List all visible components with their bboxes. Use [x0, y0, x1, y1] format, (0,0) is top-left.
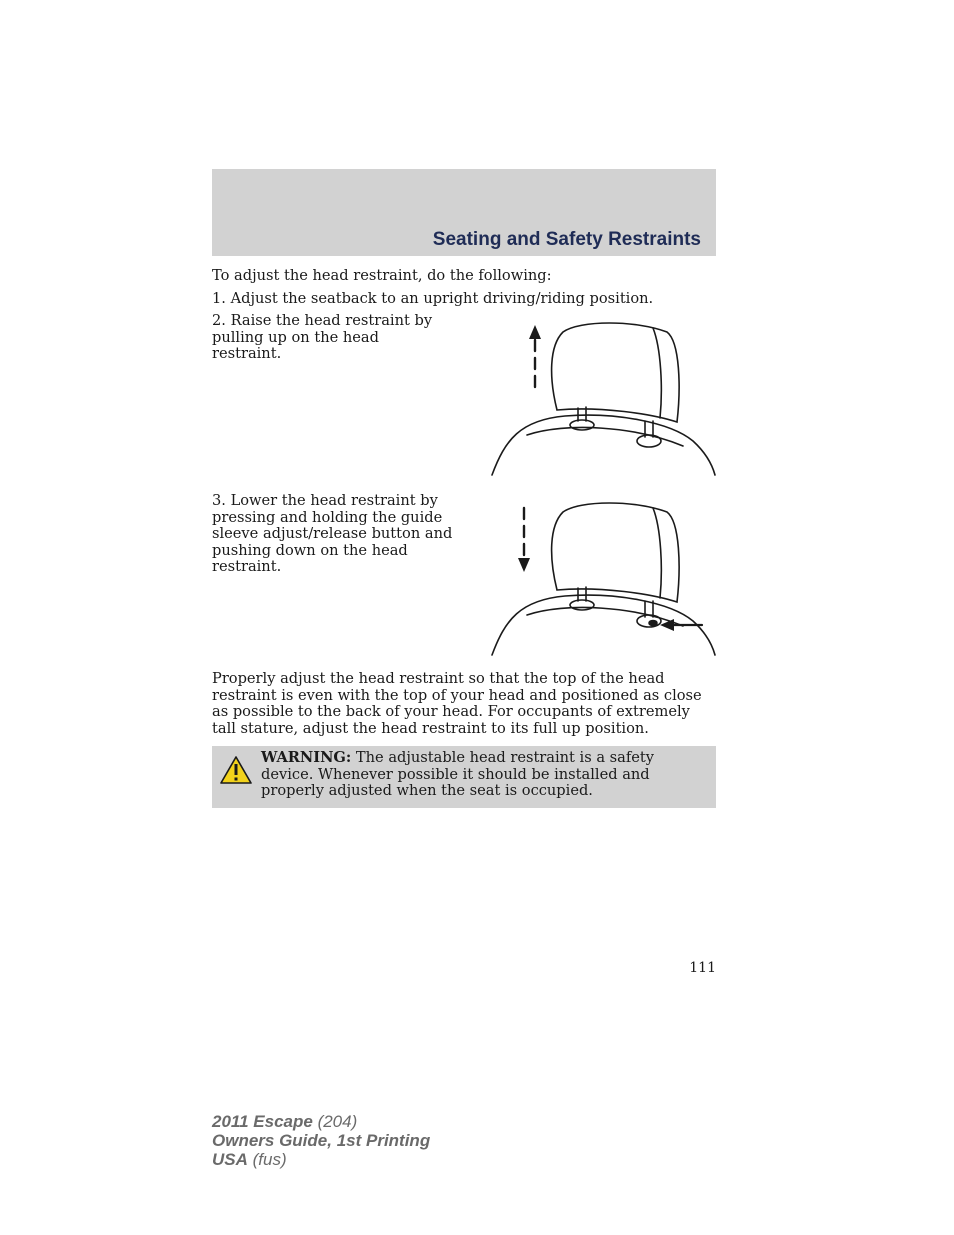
- section-title: Seating and Safety Restraints: [432, 229, 701, 250]
- footer: [212, 1112, 430, 1169]
- raise-head-restraint-illustration: [485, 318, 720, 480]
- step-3-text: 3. Lower the head restraint by pressing and holding the guide sleeve adjust/release button and pushing down on the head restraint.: [212, 492, 453, 576]
- footer-guide-edition: Owners Guide, 1st Printing: [212, 1131, 431, 1150]
- warning-text: The adjustable head restraint is a safety device. Whenever possible it should be installed and properly adjusted when the seat is occupied.: [261, 749, 655, 800]
- lower-head-restraint-illustration: [485, 498, 720, 660]
- warning-triangle-icon: [219, 755, 253, 785]
- step-1-text: 1. Adjust the seatback to an upright driving/riding position.: [212, 290, 654, 307]
- footer-line-2: [212, 1131, 430, 1150]
- footer-market-code: (fus): [252, 1150, 287, 1169]
- footer-line-1: [212, 1112, 430, 1131]
- arrow-up-icon: [529, 325, 541, 388]
- footer-market: USA: [212, 1150, 248, 1169]
- arrow-down-icon: [518, 508, 530, 572]
- footer-model-code: (204): [317, 1112, 358, 1131]
- step-2-text: 2. Raise the head restraint by pulling up on the head restraint.: [212, 312, 433, 363]
- page-number: 111: [689, 960, 716, 976]
- intro-text: To adjust the head restraint, do the following:: [212, 267, 552, 284]
- footer-model: 2011 Escape: [212, 1112, 313, 1131]
- adjustment-paragraph: Properly adjust the head restraint so that the top of the head restraint is even with the top of your head and positioned as close as possible to the back of your head. For occupants of extremely tall stature, adjust the head restraint to its full up position.: [212, 670, 702, 737]
- section-header: [212, 169, 716, 256]
- footer-line-3: [212, 1150, 430, 1169]
- arrow-left-icon: [660, 619, 702, 631]
- warning-label: WARNING:: [261, 749, 352, 766]
- warning-box: [212, 746, 716, 808]
